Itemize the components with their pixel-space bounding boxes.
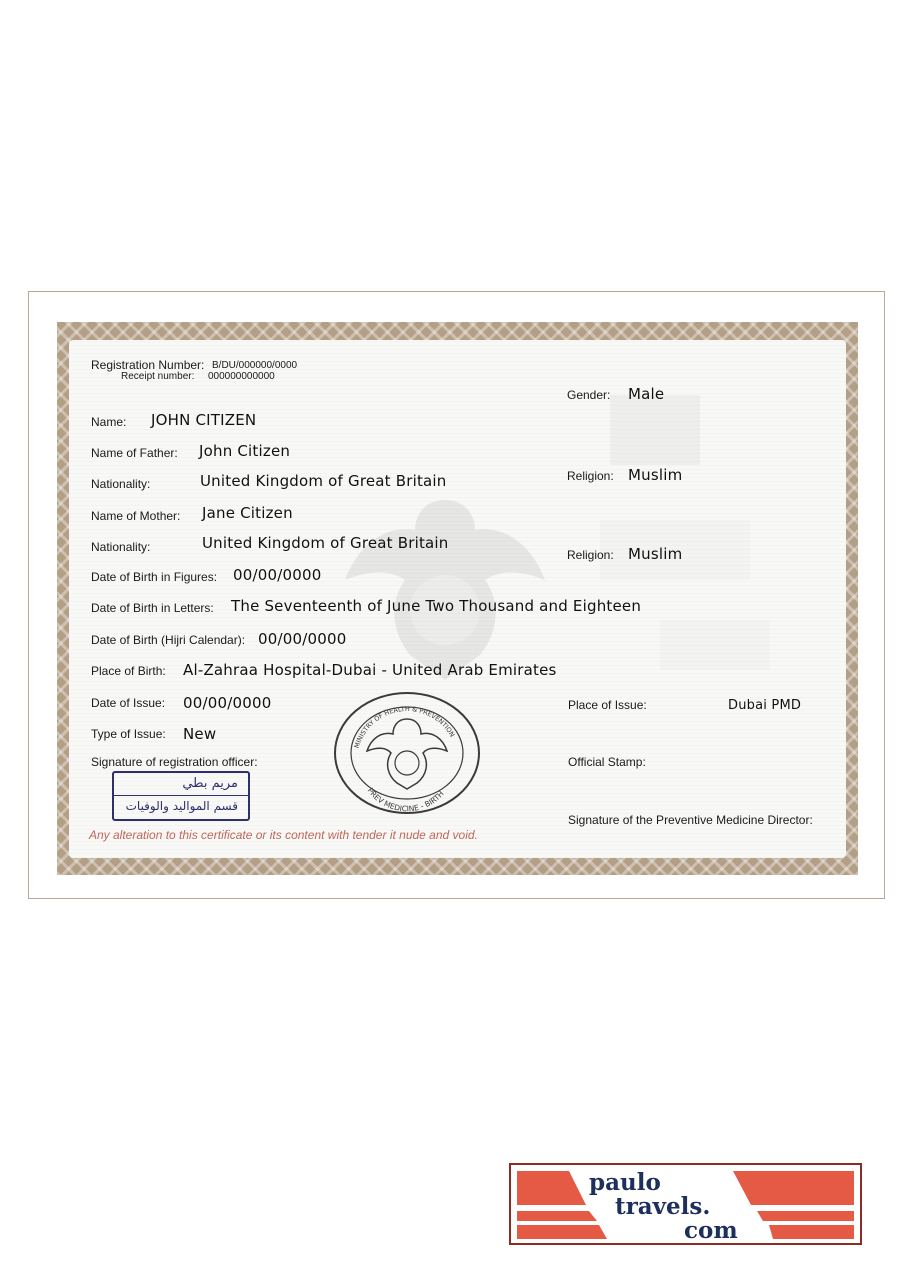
officer-signature bbox=[112, 771, 250, 821]
father-name-value: John Citizen bbox=[199, 442, 291, 460]
place-of-birth-value: Al-Zahraa Hospital-Dubai - United Arab Emirates bbox=[183, 661, 557, 679]
mother-name-value: Jane Citizen bbox=[202, 504, 293, 522]
signature-officer-label: Signature of registration officer: bbox=[91, 755, 258, 769]
mother-religion-label: Religion: bbox=[567, 548, 614, 562]
date-of-issue-label: Date of Issue: bbox=[91, 696, 166, 710]
registration-number-label: Registration Number: bbox=[91, 358, 205, 372]
dob-hijri-value: 00/00/0000 bbox=[258, 630, 347, 648]
dob-letters-label: Date of Birth in Letters: bbox=[91, 601, 214, 615]
gender-label: Gender: bbox=[567, 388, 611, 402]
mother-nationality-label: Nationality: bbox=[91, 540, 151, 554]
date-of-issue-value: 00/00/0000 bbox=[183, 694, 272, 712]
signature-name-text: مريم بطي bbox=[182, 776, 238, 791]
dob-letters-value: The Seventeenth of June Two Thousand and Eighteen bbox=[231, 597, 642, 615]
stamp-ring-text: MINISTRY OF HEALTH & PREVENTION bbox=[352, 704, 457, 750]
name-value: JOHN CITIZEN bbox=[151, 411, 257, 429]
father-religion-label: Religion: bbox=[567, 469, 614, 483]
dob-figures-value: 00/00/0000 bbox=[233, 566, 322, 584]
receipt-number-label: Receipt number: bbox=[121, 371, 195, 382]
receipt-number-value: 000000000000 bbox=[208, 371, 275, 382]
paulo-travels-logo bbox=[509, 1163, 862, 1245]
place-of-issue-label: Place of Issue: bbox=[568, 698, 647, 712]
mother-nationality-value: United Kingdom of Great Britain bbox=[202, 534, 449, 552]
signature-director-label: Signature of the Preventive Medicine Director: bbox=[568, 813, 813, 827]
logo-text-line2: travels. bbox=[615, 1193, 711, 1220]
signature-department-text: قسم المواليد والوفيات bbox=[125, 799, 238, 813]
place-of-issue-value: Dubai PMD bbox=[728, 698, 802, 713]
logo-text-line3: com bbox=[684, 1217, 738, 1244]
mother-religion-value: Muslim bbox=[628, 545, 683, 563]
father-name-label: Name of Father: bbox=[91, 446, 178, 460]
logo-text-line1: paulo bbox=[589, 1169, 661, 1196]
official-stamp-icon bbox=[331, 689, 483, 819]
type-of-issue-label: Type of Issue: bbox=[91, 727, 166, 741]
father-nationality-label: Nationality: bbox=[91, 477, 151, 491]
registration-number-value: B/DU/000000/0000 bbox=[212, 360, 298, 371]
place-of-birth-label: Place of Birth: bbox=[91, 664, 166, 678]
background-print-block bbox=[660, 620, 770, 670]
father-religion-value: Muslim bbox=[628, 466, 683, 484]
dob-figures-label: Date of Birth in Figures: bbox=[91, 570, 218, 584]
stamp-bottom-text: PREV MEDICINE - BIRTH bbox=[365, 786, 446, 814]
father-nationality-value: United Kingdom of Great Britain bbox=[200, 472, 447, 490]
official-stamp-label: Official Stamp: bbox=[568, 755, 646, 769]
mother-name-label: Name of Mother: bbox=[91, 509, 181, 523]
background-print-block bbox=[610, 395, 700, 465]
dob-hijri-label: Date of Birth (Hijri Calendar): bbox=[91, 633, 246, 647]
name-label: Name: bbox=[91, 415, 127, 429]
gender-value: Male bbox=[628, 385, 665, 403]
type-of-issue-value: New bbox=[183, 725, 217, 743]
alteration-warning: Any alteration to this certificate or its content with tender it nude and void. bbox=[89, 828, 478, 842]
svg-text:MINISTRY OF HEALTH & PREVENTIO bbox=[353, 705, 457, 749]
